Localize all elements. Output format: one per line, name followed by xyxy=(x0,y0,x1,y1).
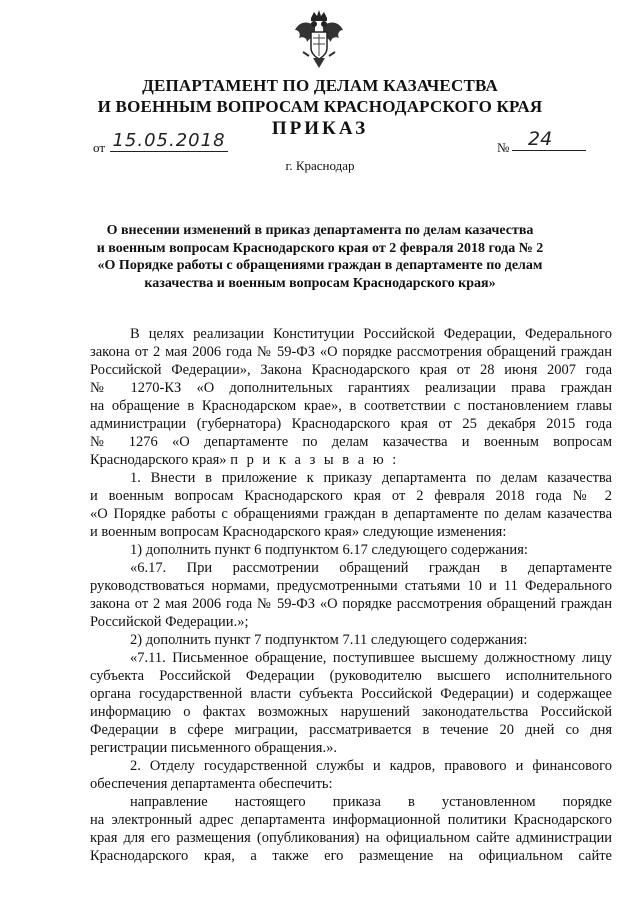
body-line: направление настоящего приказа в установленном порядке xyxy=(130,794,612,810)
body-line: и военным вопросам Краснодарского края» следующие изменения: xyxy=(90,524,507,540)
body-line: В целях реализации Конституции Российской Федерации, Федерального xyxy=(130,326,612,342)
body-line: обеспечения департамента обеспечить: xyxy=(90,776,333,792)
date-label: от xyxy=(93,140,106,155)
body-line: органа государственной власти субъекта Российской Федерации) и содержащее xyxy=(90,686,612,702)
subject-line: казачества и военным вопросам Краснодарского края» xyxy=(144,275,496,291)
order-date: 15.05.2018 xyxy=(110,130,228,152)
body-line xyxy=(90,451,612,469)
body-line: 1. Внести в приложение к приказу департамента по делам казачества xyxy=(130,470,612,486)
body-line-text: Краснодарского края» xyxy=(90,452,227,468)
body-line: № 1270-КЗ «О дополнительных гарантиях реализации права граждан xyxy=(90,380,612,396)
body-line: руководствоваться нормами, предусмотренными статьями 10 и 11 Федерального xyxy=(90,578,612,594)
body-line: «6.17. При рассмотрении обращений граждан в департаменте xyxy=(130,560,612,576)
body-line: субъекта Российской Федерации (руководителю высшего исполнительного xyxy=(90,668,612,684)
body-line: администрации (губернатора) Краснодарского края от 25 декабря 2015 года xyxy=(90,416,612,432)
subject-line: «О Порядке работы с обращениями граждан в департаменте по делам xyxy=(97,258,543,273)
number-label: № xyxy=(497,140,510,155)
department-name-line1: ДЕПАРТАМЕНТ ПО ДЕЛАМ КАЗАЧЕСТВА xyxy=(142,76,498,95)
subject-line: О внесении изменений в приказ департамента по делам казачества xyxy=(106,223,534,238)
subject-line: и военным вопросам Краснодарского края от 2 февраля 2018 года № 2 xyxy=(96,240,544,256)
body-line: № 1276 «О департаменте по делам казачества и военным вопросам xyxy=(90,434,612,450)
body-line: регистрации письменного обращения.». xyxy=(90,740,337,756)
body-line: 2. Отделу государственной службы и кадров, правового и финансового xyxy=(130,758,612,774)
order-verb: п р и к а з ы в а ю : xyxy=(230,452,399,468)
body-line: 2) дополнить пункт 7 подпунктом 7.11 следующего содержания: xyxy=(130,632,528,648)
order-subject xyxy=(90,222,550,292)
body-line: Краснодарского края, а также его размещение на официальном сайте xyxy=(90,848,612,864)
body-line: на обращение в Краснодарском крае», в соответствии с постановлением главы xyxy=(90,398,612,414)
body-line: и военным вопросам Краснодарского края от 2 февраля 2018 года № 2 xyxy=(90,488,612,504)
document-type-title: ПРИКАЗ xyxy=(271,118,369,139)
body-line: «7.11. Письменное обращение, поступившее высшему должностному лицу xyxy=(130,650,612,666)
department-name-line2: И ВОЕННЫМ ВОПРОСАМ КРАСНОДАРСКОГО КРАЯ xyxy=(97,97,543,116)
body-line: Российской Федерации.»; xyxy=(90,614,249,630)
body-line: Федерации в сфере миграции, рассматривается в течение 20 дней со дня xyxy=(90,722,612,738)
body-line: информацию о фактах возможных нарушений законодательства Российской xyxy=(90,704,612,720)
coat-of-arms-icon xyxy=(293,8,345,70)
body-line: закона от 2 мая 2006 года № 59-ФЗ «О порядке рассмотрения обращений граждан xyxy=(90,344,612,360)
city: г. Краснодар xyxy=(285,158,355,173)
body-line: 1) дополнить пункт 6 подпунктом 6.17 следующего содержания: xyxy=(130,542,528,558)
body-line: Российской Федерации», Закона Краснодарского края от 28 июня 2007 года xyxy=(90,362,612,378)
body-line: на электронный адрес департамента информационной политики Краснодарского xyxy=(90,812,612,828)
body-line: «О Порядке работы с обращениями граждан в департаменте по делам казачества xyxy=(90,506,612,522)
order-number: 24 xyxy=(512,128,586,151)
body-line: закона от 2 мая 2006 года № 59-ФЗ «О порядке рассмотрения обращений граждан xyxy=(90,596,612,612)
body-line: края для его размещения (опубликования) на официальном сайте администрации xyxy=(90,830,612,846)
